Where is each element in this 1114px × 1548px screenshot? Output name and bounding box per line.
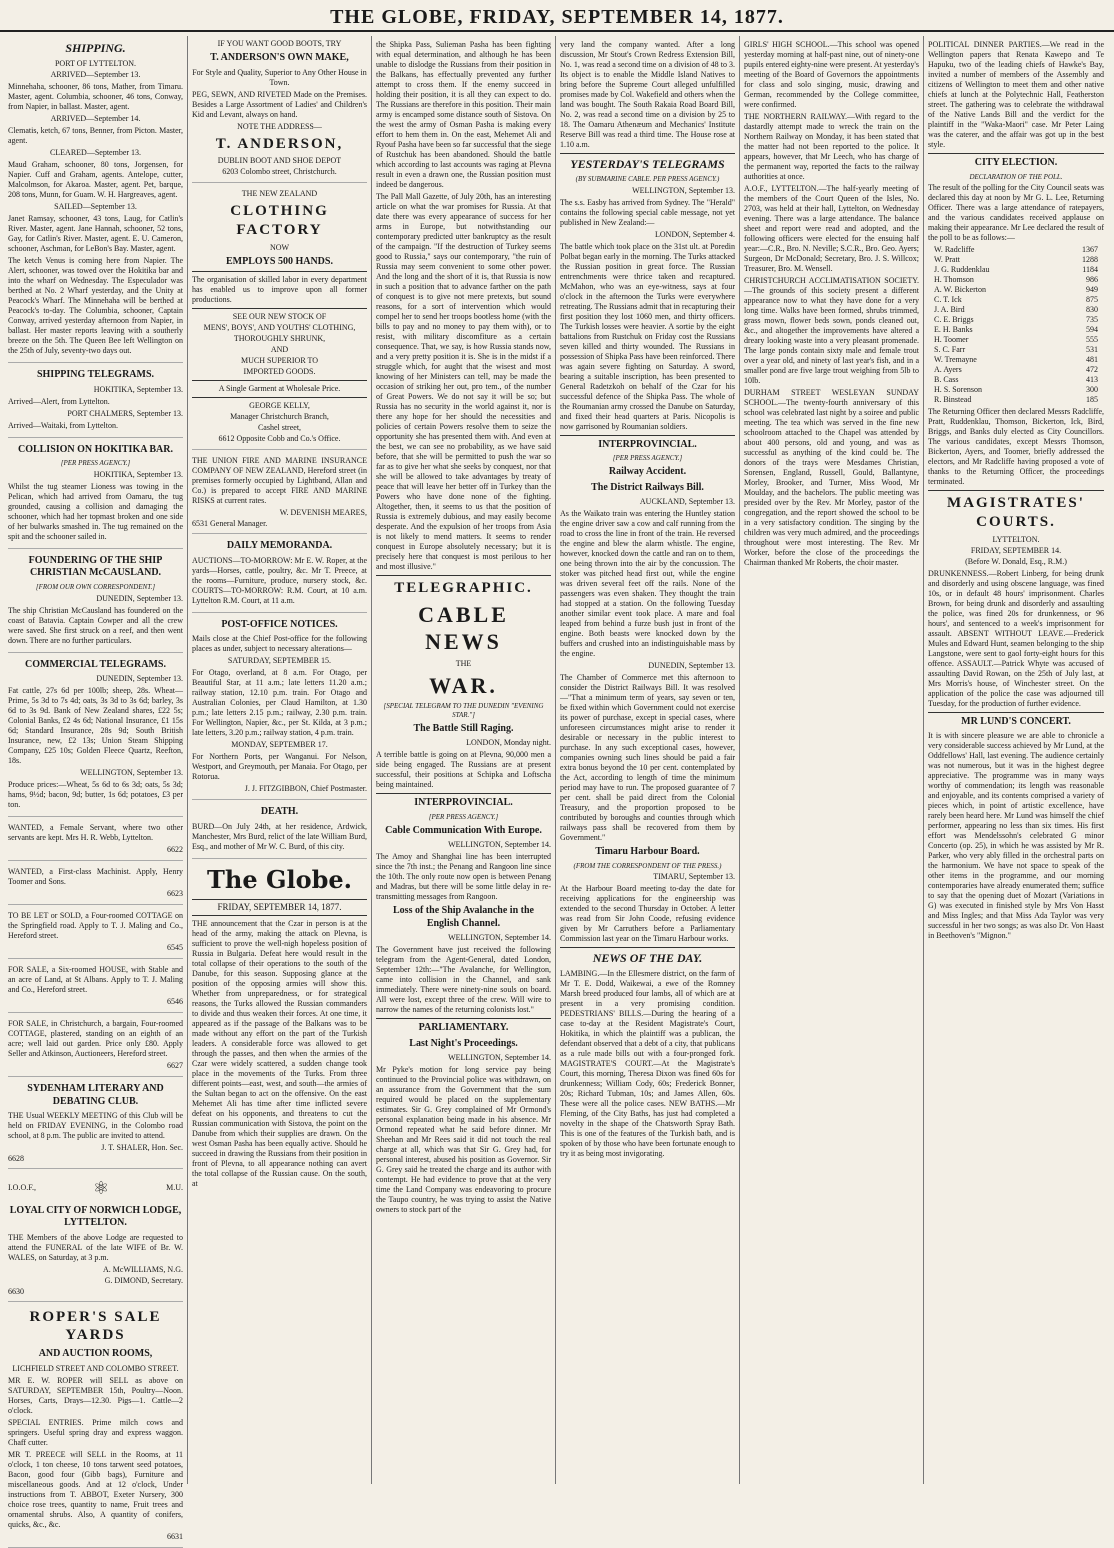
news-text: GIRLS' HIGH SCHOOL.—This school was opened yesterday morning at half-past nine, out of ninety-one pupils entered eighty-nine were present. At yesterday's meeting of the Board of Governors the appointments for class and solo singing, music, drawing and German, recommended by the College committee, were confirmed.: [744, 40, 919, 109]
boots-address: DUBLIN BOOT AND SHOE DEPOT: [217, 156, 342, 166]
poll-row: [928, 295, 1104, 305]
arrivals-text: Minnehaha, schooner, 86 tons, Mather, from Timaru. Master, agent. Columbia, schooner, 46 tons, Conway, from Napier, in ballast. Master, agent.: [8, 82, 183, 111]
court-before: (Before W. Donald, Esq., R.M.): [965, 556, 1067, 566]
divider: [192, 271, 367, 272]
daily-memoranda: [192, 540, 367, 613]
ad-number: 6546: [167, 997, 183, 1006]
lodge-signature: G. DIMOND, Secretary.: [104, 1275, 183, 1285]
port-heading: PORT OF LYTTELTON.: [54, 59, 137, 68]
candidate-votes: 300: [1086, 385, 1098, 395]
ad-number: 6628: [8, 1154, 24, 1163]
candidate-name: E. H. Banks: [934, 325, 973, 335]
candidate-name: A. Ayers: [934, 365, 962, 375]
poll-row: [928, 375, 1104, 385]
parliamentary-heading: PARLIAMENTARY.: [418, 1022, 509, 1033]
collision-text: Whilst the tug steamer Lioness was towing in the Pelican, which had arrived from Oamaru, the tug grounded, causing a collision and damaging the schooner, which had her topmast broken and one side of her bulwarks smashed in. The tug remained on the spit and the schooner sailed in.: [8, 481, 183, 541]
divider: [192, 397, 367, 398]
divider: [560, 153, 735, 154]
ioof-header: [8, 1175, 183, 1202]
news-text: THE NORTHERN RAILWAY.—With regard to the dastardly attempt made to wreck the train on the Northern Railway on Monday, it has been stated that the matter had not been reported to the police. It appears, however, that Mr Leech, who has charge of the permanent way, reported the facts to the railway authorities at once.: [744, 112, 919, 181]
ropers-subheading: AND AUCTION ROOMS,: [38, 1348, 153, 1359]
ad-text: WANTED, a Female Servant, where two other servants are kept. Mrs H. R. Webb, Lyttelton.: [8, 823, 183, 842]
dateline: HOKITIKA, September 13.: [93, 384, 183, 394]
boots-name: T. ANDERSON'S OWN MAKE,: [210, 52, 349, 63]
dateline: WELLINGTON, September 14.: [448, 1053, 551, 1062]
dateline: WELLINGTON, September 14.: [448, 933, 551, 942]
divider: [192, 308, 367, 309]
candidate-name: C. E. Briggs: [934, 315, 974, 325]
ropers-address: LICHFIELD STREET AND COLOMBO STREET.: [12, 1363, 179, 1373]
sydenham-text: THE Usual WEEKLY MEETING of this Club will be held on FRIDAY EVENING, in the Colombo road school, at 8 p.m. The public are invited to attend.: [8, 1111, 183, 1140]
candidate-votes: 875: [1086, 295, 1098, 305]
mu-label: M.U.: [166, 1183, 183, 1193]
timaru-harbour-heading: Timaru Harbour Board.: [595, 846, 700, 857]
arrived-label: ARRIVED—September 14.: [50, 114, 141, 123]
clothing-signature: Manager Christchurch Branch,: [230, 412, 329, 422]
dateline: HOKITIKA, September 13.: [93, 469, 183, 479]
poll-row: [928, 365, 1104, 375]
collision-section: [8, 444, 183, 549]
boots-address: 6203 Colombo street, Christchurch.: [222, 167, 337, 177]
anderson-boots-ad: [192, 39, 367, 183]
timaru-source: (FROM THE CORRESPONDENT OF THE PRESS.): [573, 861, 722, 870]
sydenham-heading: SYDENHAM LITERARY AND DEBATING CLUB.: [27, 1083, 164, 1107]
candidate-name: W. Tremayne: [934, 355, 977, 365]
post-office-text: For Northern Ports, per Wanganui. For Nelson, Westport, and Greymouth, per Manaia. For Otago, per Rotorua.: [192, 752, 367, 782]
news-text: POLITICAL DINNER PARTIES.—We read in the Wellington papers that Renata Kawepo and Te Hapuku, two of the leading chiefs of Hawke's Bay, invited a number of members of the Assembly and citizens of Wellington to meet them and other native chiefs at lunch at the Polytechnic Hall, Featherston street. The gathering was to celebrate the withdrawal of the Native Lands Bill and the verdict for the plaintiff in the "Waka-Maori" case. Mr Peter Laing was the caterer, and the affair was got up in the best style.: [928, 40, 1104, 149]
lodge-heading: LOYAL CITY OF NORWICH LODGE, LYTTELTON.: [9, 1204, 182, 1228]
post-office-text: Mails close at the Chief Post-office for the following places as under, subject to necessary alterations—: [192, 634, 367, 654]
classified-ad: [8, 867, 183, 905]
ad-text: WANTED, a First-class Machinist. Apply, Henry Toomer and Sons.: [8, 867, 183, 886]
boots-big-name: T. ANDERSON,: [215, 135, 344, 152]
dateline: TIMARU, September 13.: [653, 872, 735, 882]
special-telegram-source: [SPECIAL TELEGRAM TO THE DUNEDIN "EVENING STAR."]: [383, 702, 544, 719]
boots-note: NOTE THE ADDRESS—: [237, 121, 322, 131]
clothing-factory-ad: [192, 189, 367, 450]
boots-heading: IF YOU WANT GOOD BOOTS, TRY: [217, 39, 342, 48]
poll-row: [928, 285, 1104, 295]
news-text: CHRISTCHURCH ACCLIMATISATION SOCIETY.—The grounds of this society present a different appearance now to what they have done for a very long time. Walks have been formed, shrubs trimmed, grass mown, flower beds sown, ponds cleaned out, &c., and altogether the improvements have altered a dreary looking waste into a very pleasant promenade. The large ponds contain sixty male and female trout over a year old, and ninety of last year's fish, and in a smaller pond are five large trout weighing from 5lb to 10lb.: [744, 276, 919, 385]
ad-text: TO BE LET or SOLD, a Four-roomed COTTAGE on the Springfield road. Apply to T. J. Maling and Co., Hereford street.: [8, 911, 183, 940]
candidate-votes: 413: [1086, 375, 1098, 385]
cleared-label: CLEARED—September 13.: [49, 148, 142, 157]
lodge-signature: A. McWILLIAMS, N.G.: [103, 1264, 183, 1274]
dateline: PORT CHALMERS, September 13.: [67, 408, 183, 418]
foundering-section: [8, 555, 183, 653]
court-place: LYTTELTON.: [992, 534, 1040, 544]
telegram-text: Arrived—Waitaki, from Lyttelton.: [8, 420, 118, 430]
city-election-heading: CITY ELECTION.: [974, 157, 1058, 168]
post-office-date: SATURDAY, SEPTEMBER 15.: [227, 656, 332, 666]
ioof-notice: [8, 1175, 183, 1302]
candidate-name: H. S. Sorenson: [934, 385, 983, 395]
battle-text: A terrible battle is going on at Plevna, 90,000 men a side being engaged. The Russians are at present successful, their positions at Schipka and Loftscha being maintained.: [376, 750, 551, 790]
telegram-text: The battle which took place on the 31st ult. at Poredin Polbat began early in the morning. The Turks attacked the Russian position in great force. The Russian entrenchments were thrice taken and recaptured. McMahon, who was an eye-witness, says at four o'clock in the afternoon the Turks were everywhere retreating. The Russians admit that in recapturing their first position they lost 1060 men, and thirty officers. The Turkish losses were heavier. A sortie by the eight battalions from Rustchuk on Friday cost the Russians seven killed and thirty wounded. The Russians in possession of Shipka Pass have been reinforced. There was again severe fighting on Saturday. A sword, bearing a suitable inscription, has been presented to General Radetzkoh on behalf of the Czar for his successful defence of the Shipka Pass. The whole of the Roumanian army crossed the Danube on Saturday, and fixed their head quarters at Paris. Nicopolis is now garrisoned by Roumanian soldiers.: [560, 241, 735, 431]
clothing-line: AND: [270, 345, 289, 355]
ad-text: FOR SALE, in Christchurch, a bargain, Four-roomed COTTAGE, plastered, standing on an eighth of an acre; well laid out garden. Price only £80. Apply Seller and Atkinson, Auctioneers, Hereford street.: [8, 1019, 183, 1058]
poll-row: [928, 345, 1104, 355]
collision-source: [PER PRESS AGENCY.]: [60, 459, 131, 467]
classified-ad: [8, 911, 183, 959]
ropers-sale-yards-ad: [8, 1308, 183, 1548]
divider: [560, 947, 735, 948]
collision-heading: COLLISION ON HOKITIKA BAR.: [17, 443, 174, 455]
poll-results: [928, 245, 1104, 405]
ropers-text: SPECIAL ENTRIES. Prime milch cows and springers. Useful spring dray and express waggon. Chaff cutter.: [8, 1417, 183, 1447]
foundering-source: [FROM OUR OWN CORRESPONDENT.]: [35, 582, 156, 591]
post-office-signature: J. J. FITZGIBBON, Chief Postmaster.: [244, 784, 367, 794]
dateline: WELLINGTON, September 13.: [632, 185, 735, 195]
concert-heading: MR LUND'S CONCERT.: [961, 715, 1071, 727]
globe-logo: The Globe.: [207, 864, 352, 894]
arrivals-text: Clematis, ketch, 67 tons, Benner, from Picton. Master, agent.: [8, 126, 183, 145]
candidate-votes: 986: [1086, 275, 1098, 285]
ropers-heading: ROPER'S SALE YARDS: [29, 1308, 162, 1344]
column-3: [372, 36, 556, 1484]
dateline: LONDON, Monday night.: [466, 738, 551, 748]
clothing-line: THOROUGHLY SHRUNK,: [233, 334, 326, 344]
candidate-name: H. Thomson: [934, 275, 974, 285]
concert-text: It is with sincere pleasure we are able to chronicle a very considerable success achieved by Mr Lund, at the Oddfellows' Hall, last evening. The audience certainly was not numerous, but it was in the highest degree appreciative. The programme was in many ways worthy of commendation; its length was reasonable and enjoyable, and its contents comprised a variety of pieces which, in point of artistic excellence, have rarely been heard here. Mr Lund was himself the chief performer, appearing no less than six times. His first effort was Mendelssohn's celebrated G minor Concerto (op. 25), in which he was assisted by Mr R. Parker, who very ably filled in the orchestral parts on the harmonium. We have not space to speak of the other items in the programme, and our morning contemporaries have already enumerated them; suffice to say that the opening duet of Mozart (Variations in G) was executed in finished style by Mrs Von Hasst and Miss Ingles; and that Miss Ada Taylor was very successful in her two songs; as was also Dr. Von Haast in Beethoven's "Mignon.": [928, 731, 1104, 941]
candidate-name: W. Radcliffe: [934, 245, 975, 255]
leader-date: FRIDAY, SEPTEMBER 14, 1877.: [192, 899, 367, 916]
railway-text: As the Waikato train was entering the Huntley station the engine driver saw a cow and calf running from the road to cross the line in front of the train. He reversed the engine and blew the alarm whistle. The engine, however, knocked down the cattle and ran on to them, one being thrown into the air by the concussion. The stoker was pitched head first out, while the engine was driven several feet off the rails. None of the passengers was even shaken. They thought the train had stopped at a station. On the following Tuesday another similar event took place. A mare and foal leaped from behind a furze bush just in front of the engine. Both beasts were knocked down by the buffers and crushed into an indistinguishable mass by the engine.: [560, 509, 735, 658]
death-text: BURD—On July 24th, at her residence, Ardwick, Manchester, Mrs Burd, relict of the late William Burd, Esq., and mother of Mr W. C. Burd, of this city.: [192, 821, 367, 851]
candidate-votes: 555: [1086, 335, 1098, 345]
candidate-name: J. G. Ruddenklau: [934, 265, 990, 275]
column-4: [556, 36, 740, 1484]
divider: [928, 712, 1104, 713]
candidate-votes: 1184: [1082, 265, 1098, 275]
divider: [560, 435, 735, 436]
union-text: THE UNION FIRE AND MARINE INSURANCE COMPANY OF NEW ZEALAND, Hereford street (in premises formerly occupied by Lightband, Allan and Co.) is prepared to accept FIRE AND MARINE RISKS at current rates.: [192, 456, 367, 506]
press-agency-source: [PER PRESS AGENCY.]: [612, 454, 683, 463]
foundering-heading: FOUNDERING OF THE SHIP CHRISTIAN McCAUSLAND.: [28, 554, 163, 579]
battle-heading: The Battle Still Raging.: [413, 722, 514, 734]
classified-ad: [8, 823, 183, 861]
dateline: DUNEDIN, September 13.: [96, 593, 183, 603]
union-number: 6531 General Manager.: [192, 519, 268, 529]
court-text: DRUNKENNESS.—Robert Linberg, for being drunk and disorderly and using obscene language, was fined 10s, or in default 48 hours' imprisonment. Charles Brown, for being drunk and disorderly and assaulting the police, was fined 20s for drunkenness, or 96 hours', and sentenced to a week's imprisonment for assault. ABSENT WITHOUT LEAVE.—Frederick Mules and Edward Hunt, seamen belonging to the ship Langstone, were sent to gaol forty-eight hours for this offence. ASSAULT.—Patrick Whyte was accused of assaulting David Rowan, on the 25th of July last, at Mrs Morris's house, of Winchester street. On the application of the police the case was adjourned till Tuesday, for the production of further evidence.: [928, 568, 1104, 708]
proceedings-heading: Last Night's Proceedings.: [409, 1037, 518, 1049]
ropers-text: MR T. PREECE will SELL in the Rooms, at 11 o'clock, 1 ton cheese, 10 tons tarwent seed potatoes, Bacon, good four (Gibb bags), Furniture and miscellaneous goods. And at 12 o'clock, Under instructions from T. ABBOT, Exeter Nursery, 300 choice rose trees, quantity to name, Fruit trees and ornamental shrubs. Also, A quantity of conifers, quicks, &c., &c.: [8, 1449, 183, 1529]
memoranda-text: AUCTIONS—TO-MORROW: Mr E. W. Roper, at the yards—Horses, cattle, poultry, &c. Mr T. Preece, at the rooms—Furniture, produce, nursery stock, &c. COURTS—TO-MORROW: R.M. Court, at 10 a.m. Lyttelton R.M. Court, at 11 a.m.: [192, 555, 367, 605]
clothing-line: EMPLOYS 500 HANDS.: [226, 255, 333, 267]
dateline: DUNEDIN, September 13.: [96, 674, 183, 683]
leader-article: [192, 865, 367, 1189]
news-text: A.O.F., LYTTELTON.—The half-yearly meeting of the members of the Court Queen of the Isles, No. 2703, was held at their hall, Lyttelton, on Wednesday evening. There was a large attendance. The balance sheet and report were read and adopted, and the following officers were elected for the ensuing half year:—C.R., Bro. N. Neville; S.C.R., Bro. Geo. Ayers; Surgeon, Dr McDonald; Secretary, Bro. J. S. Willcox; Treasurer, Bro. M. Wensell.: [744, 184, 919, 273]
candidate-votes: 1367: [1082, 245, 1098, 255]
cable-news-heading: CABLE NEWS: [418, 601, 509, 655]
poll-row: [928, 255, 1104, 265]
parliamentary-text: Mr Pyke's motion for long service pay being continued to the Provincial police was withdrawn, on an assurance from the Government that the sum required would be placed on the supplementary estimates. Sir G. Grey complained of Mr Ormond's personal explanation being made in his absence. Mr Ormond repeated what he said before dinner. Mr Sheehan and Mr Rees said it did not touch the real charge at all, which was that Sir G. Grey had, for personal interest, abused his position as Governor. Sir G. Grey said he treated the charge and its author with contempt. He had evidence to prove that at the very time the Land Company was endeavoring to procure the Taupo country, he was trying to assist the Native owners to stock part of the: [376, 1065, 551, 1214]
candidate-votes: 1288: [1082, 255, 1098, 265]
yesterdays-telegrams-heading: YESTERDAY'S TELEGRAMS: [570, 157, 725, 171]
boots-text: For Style and Quality, Superior to Any Other House in Town.: [192, 67, 367, 87]
sydenham-club-notice: [8, 1083, 183, 1169]
poll-row: [928, 245, 1104, 255]
divider: [376, 575, 551, 576]
poll-row: [928, 395, 1104, 405]
dateline: DUNEDIN, September 13.: [648, 661, 735, 670]
candidate-name: C. T. Ick: [934, 295, 962, 305]
ad-number: 6622: [167, 845, 183, 854]
column-1: [4, 36, 188, 1541]
poll-row: [928, 275, 1104, 285]
memoranda-heading: DAILY MEMORANDA.: [226, 540, 333, 552]
sailed-label: SAILED—September 13.: [54, 202, 137, 211]
war-heading: WAR.: [429, 672, 498, 698]
candidate-votes: 531: [1086, 345, 1098, 355]
newspaper-columns: [4, 36, 1110, 1541]
candidate-name: W. Pratt: [934, 255, 960, 265]
dateline: AUCKLAND, September 13.: [639, 497, 735, 506]
dateline: WELLINGTON, September 13.: [80, 768, 183, 777]
candidate-votes: 594: [1086, 325, 1098, 335]
cable-source: (BY SUBMARINE CABLE. PER PRESS AGENCY.): [575, 175, 720, 183]
leader-text: THE announcement that the Czar in person is at the head of the army, making the attack on Plevna, is sufficient to prove the well-nigh hopeless position of Russia in Bulgaria. Defeat here would result in the total collapse of their operations to the south of the Danube, for this season. Supposing glance at the position of the opposing armies will show this. Whether from unpreparedness, or for strategical reasons, the Turks allowed the Russian commanders to divide and thus weaken their forces. At one time, it appeared as if the passage of the Balkans was to be made without any effort on the part of the Turkish leaders. A considerable force was allowed to get through the passes, and then when the armies of the Czar were widely scattered, a sudden change took place in the movements of the Turks. From three different points—east, west, and south—the armies of the Sultan began to act on the offensive. On the east Mehemet Ali has time after time inflicted severe defeat on his opponents, and threatens to cut the Russian communication with Sistova, the point on the Danube from which their supplies are drawn. On the west Osman Pasha has been equally active. Should he succeed in drawing the Russians from their position in front of Plevna, to all appearance nothing can avert the total collapse of the Russian cause. On the south, at: [192, 919, 367, 1188]
clothing-heading: CLOTHING FACTORY: [230, 203, 329, 238]
cable-communication-heading: Cable Communication With Europe.: [385, 824, 542, 836]
news-text: LAMBING.—In the Ellesmere district, on the farm of Mr T. E. Dodd, Waikewai, a ewe of the Romney Marsh breed produced four lambs, all of which are at present in a very promising condition. PEDESTRIANS' BILLS.—During the hearing of a case to-day at the Resident Magistrate's Court, Hokitika, in which the plaintiff was a publican, the defendant observed that a debt of a city, that publicans as a rule made bills out with a four-pronged fork. MAGISTRATE'S COURT.—At the Magistrate's Court, this morning, Theresa Dixon was fined 60s for drunkenness; William Cody, 60s; Frederick Bonner, 20s; Richard Tubman, 10s; and James Allen, 60s. These were all the police cases. NEW BATHS.—Mr Fleming, of the City Baths, has just had completed a novelty in the shape of the Chatsworth Spray Bath. This is one of the features of the Turkish bath, and is spoken of by those who have been fortunate enough to try it as being most invigorating.: [560, 969, 735, 1159]
cable-communication-text: The Amoy and Shanghai line has been interrupted since the 7th inst.; the Penang and Rangoon line since the 10th. The only route now open is between Penang and Madras, but there will be some little delay in re-transmitting messages from Rangoon.: [376, 852, 551, 901]
lodge-text: THE Members of the above Lodge are requested to attend the FUNERAL of the late WIFE of Br. W. WALES, on Saturday, at 3 p.m.: [8, 1232, 183, 1262]
poll-row: [928, 315, 1104, 325]
commercial-heading: COMMERCIAL TELEGRAMS.: [25, 658, 166, 670]
clothing-line: THE NEW ZEALAND: [241, 189, 318, 199]
boots-text: PEG, SEWN, AND RIVETED Made on the Premises. Besides a Large Assortment of Ladies' and Children's Kid and Levant, always on hand.: [192, 89, 367, 119]
avalanche-heading: Loss of the Ship Avalanche in the English Channel.: [393, 905, 534, 929]
divider: [928, 490, 1104, 491]
post-office-heading: POST-OFFICE NOTICES.: [221, 618, 338, 630]
commercial-text: Produce prices:—Wheat, 5s 6d to 6s 3d; oats, 5s 3d; hams, 9½d; bacon, 9d; butter, 1s 6d; potatoes, £3 per ton.: [8, 780, 183, 809]
the-word: THE: [455, 658, 472, 668]
leader-text: the Shipka Pass, Sulieman Pasha has been fighting with equal determination, and although he has been unable to dislodge the Russians from their position in the Balkans, has effectually prevented any further attempt to cross them. If the enemy succeed in holding their position, it is all they can expect to do. The Russians are therefore in this position. Their main army is encamped some distance south of Sistova. On the west the army of Osman Pasha is making every effort to hem them in. On the east, Mehemet Ali and Ryouf Pasha have been so far successful that the siege of Rustchuk has been abandoned. Should the battle which according to last accounts was raging at Plevna result in even a drawn one, the Russian position must indeed be dangerous.: [376, 40, 551, 189]
poll-row: [928, 385, 1104, 395]
union-insurance-ad: [192, 456, 367, 534]
clothing-line: NOW: [269, 242, 290, 252]
post-office-date: MONDAY, SEPTEMBER 17.: [231, 740, 328, 750]
classified-ad: [8, 965, 183, 1013]
classified-ad: [8, 1019, 183, 1077]
commercial-text: Fat cattle, 27s 6d per 100lb; sheep, 28s. Wheat—Prime, 5s 3d to 7s 4d; oats, 3s 3d to 3s 6d; barley, 3s 6d to 3s 9d. Bank of New Zealand shares, £22 5s; Colonial Banks, £2 4s 6d; National Insurance, £1 15s 6d; Standard Insurance, 28s 9d; South British Insurance, new, £2 13s; Union Steam Shipping Company, £25 10s; Golden Fleece Quartz, Reefton, 18s.: [8, 686, 183, 765]
foundering-text: The ship Christian McCausland has foundered on the coast of Batavia. Captain Cowper and all the crew were saved. She first struck on a reef, and then went down. There are no further particulars.: [8, 605, 183, 645]
shipping-section: [8, 41, 183, 363]
interprovincial-heading: INTERPROVINCIAL.: [414, 797, 513, 809]
election-text: The Returning Officer then declared Messrs Radcliffe, Pratt, Ruddenklau, Thomson, Bickerton, Ick, Bird, Briggs, and Banks duly elected as City Councillors. The various candidates, except Messrs Thomson, Bickerton, Ayers, and Toomer, briefly addressed the electors, and Mr Radcliffe having proposed a vote of thanks to the Returning Officer, the proceedings terminated.: [928, 407, 1104, 487]
ad-text: FOR SALE, a Six-roomed HOUSE, with Stable and an acre of Land, at St Albans. Apply to T. J. Maling and Co., Hereford street.: [8, 965, 183, 994]
candidate-votes: 735: [1086, 315, 1098, 325]
ad-number: 6630: [8, 1286, 24, 1296]
sydenham-signature: J. T. SHALER, Hon. Sec.: [101, 1143, 183, 1152]
election-text: The result of the polling for the City Council seats was declared this day at noon by Mr G. L. Lee, Returning Officer. There was a large attendance of ratepayers, and the various candidates received applause on making their appearance. Mr Lee declared the result of the poll to be as follows:—: [928, 183, 1104, 243]
candidate-name: R. Binstead: [934, 395, 972, 405]
railway-accident-heading: Railway Accident.: [608, 466, 687, 477]
dateline: LONDON, September 4.: [655, 229, 735, 239]
news-of-the-day-heading: NEWS OF THE DAY.: [592, 951, 703, 966]
candidate-votes: 481: [1086, 355, 1098, 365]
candidate-name: H. Toomer: [934, 335, 969, 345]
magistrates-courts-heading: MAGISTRATES' COURTS.: [947, 495, 1085, 530]
court-date: FRIDAY, SEPTEMBER 14.: [970, 545, 1062, 555]
candidate-name: S. C. Farr: [934, 345, 966, 355]
shipping-heading: SHIPPING.: [65, 41, 126, 55]
death-notice: [192, 806, 367, 859]
ad-number: 6545: [167, 943, 183, 952]
column-6: [924, 36, 1108, 1484]
clothing-line: MUCH SUPERIOR TO: [240, 356, 319, 366]
ad-number: 6623: [167, 889, 183, 898]
candidate-votes: 949: [1086, 285, 1098, 295]
telegram-text: Arrived—Alert, from Lyttelton.: [8, 396, 110, 406]
railway-text: The Chamber of Commerce met this afternoon to consider the District Railways Bill. It was resolved—"That a minimum term of years, say seven or ten, be fixed within which Government could not exercise its power of purchase, except in special cases, where unforeseen circumstances might arise to render it desirable or necessary in the public interest to purchase. In any such exceptional cases, however, companies owning such lines should be paid a fair extra bonus beyond the 10 per cent. contemplated by the Act, according to length of time the minimum period may have to run. The proposed guarantee of 7 per cent. shall be paid direct from the Colonial Treasury, and the proportion proposed to be contributed by boroughs and counties through which railways pass shall be recovered from them by Government.": [560, 673, 735, 842]
clothing-text: The organisation of skilled labor in every department has enabled us to improve upon all former productions.: [192, 275, 367, 305]
clothing-line: SEE OUR NEW STOCK OF: [232, 312, 327, 322]
sailings-text: Janet Ramsay, schooner, 43 tons, Laug, for Catlin's River. Master, agent. Jane Hannah, schooner, 52 tons, Gay, for Catlin's River. Master, agent. E. U. Cameron, schooner, Aschman, for LeBon's Bay. Master, agent.: [8, 214, 183, 253]
candidate-name: B. Cass: [934, 375, 959, 385]
poll-row: [928, 265, 1104, 275]
avalanche-text: The Government have just received the following telegram from the Agent-General, dated London, September 12th:—"The Avalanche, for Wellington, came into collision in the Channel, and sank immediately. There were ninety-nine souls on board. All were lost, except three of the crew. Will wire to narrow the names of the returning colonists lost.": [376, 945, 551, 1014]
column-5: [740, 36, 924, 1484]
poll-row: [928, 335, 1104, 345]
candidate-votes: 472: [1086, 365, 1098, 375]
interprovincial-heading: INTERPROVINCIAL.: [598, 438, 697, 450]
clothing-line: MENS', BOYS', AND YOUTHS' CLOTHING,: [203, 323, 356, 333]
post-office-notices: [192, 619, 367, 801]
telegram-text: The s.s. Easby has arrived from Sydney. The "Herald" contains the following special cable message, not yet published in New Zealand:—: [560, 197, 735, 227]
candidate-name: J. A. Bird: [934, 305, 965, 315]
press-agency-source: [PER PRESS AGENCY.]: [428, 812, 499, 821]
timaru-text: At the Harbour Board meeting to-day the date for receiving applications for the engineership was extended to the second Thursday in October. A letter was read from Sir John Coode, refusing evidence given by Mr Carruthers before a Parliamentary Commission last year on the Timaru Harbour works.: [560, 884, 735, 944]
clearances-text: Maud Graham, schooner, 80 tons, Jorgensen, for Napier. Cuff and Graham, agents. Antelope, cutter, Malcolmson, for Akaroa. Master, agent. Pet, barque, 208 tons, Munn, for Guam. W. H. Hargreaves, agent.: [8, 160, 183, 199]
telegraphic-heading: TELEGRAPHIC.: [394, 580, 533, 596]
clothing-signature: Cashel street,: [257, 423, 302, 433]
clothing-line: A Single Garment at Wholesale Price.: [218, 384, 341, 394]
ropers-text: MR E. W. ROPER will SELL as above on SATURDAY, SEPTEMBER 15th, Poultry—Noon. Horses, Carts, Drays—12.30. Pigs—1. Cattle—2 o'clock.: [8, 1375, 183, 1415]
ioof-label: I.O.O.F.,: [8, 1183, 37, 1193]
shipping-telegrams-heading: SHIPPING TELEGRAMS.: [36, 369, 155, 380]
divider: [376, 1018, 551, 1019]
column-2: [188, 36, 372, 1484]
masthead: THE GLOBE, FRIDAY, SEPTEMBER 14, 1877.: [0, 0, 1114, 32]
death-heading: DEATH.: [260, 806, 299, 818]
clothing-signature: GEORGE KELLY,: [249, 401, 310, 411]
poll-row: [928, 355, 1104, 365]
candidate-name: A. W. Bickerton: [934, 285, 986, 295]
declaration-heading: DECLARATION OF THE POLL.: [969, 172, 1063, 181]
poll-row: [928, 305, 1104, 315]
district-railways-heading: The District Railways Bill.: [591, 481, 704, 493]
post-office-text: For Otago, overland, at 8 a.m. For Otago, per Beautiful Star, at 11 a.m.; late letters 11.20 a.m.; railway station, 12.10 p.m. train. For Otago and Australian Colonies, per Claud Hamilton, at 1.30 p.m.; late letters 2.15 p.m.; railway, 2.30 p.m. train. For Wellington, Napier, &c., per St. Kilda, at 3 p.m.; late letters, 3.20 p.m.; railway station, 4 p.m. train.: [192, 668, 367, 738]
candidate-votes: 185: [1086, 395, 1098, 405]
parliamentary-text: very land the company wanted. After a long discussion, Mr Stout's Crown Redress Extension Bill, No. 1, was read a second time on a division of 48 to 3. Its object is to enable the Middle Island Natives to bring before the Supreme Court alleged unfulfilled promises made by Col. Wakefield and others when the land was bought. The South Rakaia Road Board Bill, No. 2, was read a second time on a division by 25 to 18. The Oamaru Athenæum and Mechanics' Institute Reserve Bill was read a third time. The House rose at 1.10 a.m.: [560, 40, 735, 149]
clothing-signature: 6612 Opposite Cobb and Co.'s Office.: [218, 434, 341, 444]
commercial-section: [8, 659, 183, 818]
dateline: WELLINGTON, September 14.: [448, 840, 551, 849]
poll-row: [928, 325, 1104, 335]
divider: [192, 380, 367, 381]
ad-number: 6627: [167, 1061, 183, 1070]
arrived-label: ARRIVED—September 13.: [50, 70, 141, 79]
news-text: DURHAM STREET WESLEYAN SUNDAY SCHOOL.—The twenty-fourth anniversary of this school was celebrated last night by a soiree and public meeting. The tea which was served in the fine new schoolroom attached to the Chapel was attended by about 400 persons, old and young, and was as successful as anything of the kind could be. The donors of the trays were Mesdames Christian, Sorensen, England, Russell, Gould, Ballantyne, Morley, Brooker, and Turner, Miss Wood, Mr Moulday, and the bachelors. The public meeting was presided over by the Rev. Mr Morley, pastor of the congregation, and the report showed the school to be in a very satisfactory condition. The singing by the children was very much admired, and the proceedings throughout were most interesting. The Rev. Mr Worker, before the close of the proceedings the Chairman thanked Mr Roberts, the choir master.: [744, 388, 919, 567]
leader-text: The Pall Mall Gazette, of July 20th, has an interesting article on what the war promises for Russia. At that date there was every appearance of success for her arms in Europe, but notwithstanding our contemporary predicted utter bankruptcy as the result of the campaign. "If the destruction of Turkey seems good to Russia," says our contemporary, "the ruin of Russia may seem convenient to some other power. And the long and the short of it is, that Russia is now in such a position that to advance farther on the path of conquest is to give not mere pretexts, but sound reasons, for a sort of intervention which would compel her to send her troops bootless home (with the bills to pay and no money to pay them with), or to resist, with military discomfiture as a certain consequence. That, we say, is how Russia stands now, and a very pretty position it is. She is in the midst if a struggle which, for aught that the wisest and most knowing of her Ministers can tell, may be made the occasion of striking her out, pro tem., of the number of Great Powers. We do not say it will be so; but Russia has no security in the world against it, nor is there any hope for her should the necessities and policies of certain Powers resolve them to seize the opportunity she has presented them with. And even at the best, we can see no probability, as we have said before, that she will be permitted to push the war so far as to give her what she seeks by conquest, nor that she will be allowed to take advantages by treaty of peace that will leave her better off in Turkey than the Powers who have done none of the fighting. Altogether, then, it seems to us that the position of Russia is extremely dubious, and may easily become desperate. And the expulsion of her troops from Asia is not likely to mend matters. It seems to render conquest in Europe absolutely necessary; but it is precisely here that conquest is most perilous to her and most illusive.": [376, 192, 551, 571]
ad-number: 6631: [167, 1531, 183, 1541]
clothing-line: IMPORTED GOODS.: [243, 367, 316, 377]
divider: [928, 153, 1104, 154]
shipping-telegrams-section: [8, 369, 183, 438]
candidate-votes: 830: [1086, 305, 1098, 315]
clasped-hands-emblem-icon: ⚛: [93, 1178, 110, 1198]
union-signature: W. DEVENISH MEARES,: [279, 508, 367, 518]
divider: [376, 793, 551, 794]
shipping-news: The ketch Venus is coming here from Napier. The Alert, schooner, was towed over the Hokitika bar and into the wharf on Wednesday. The Especulador was berthed at No. 2 Wharf yesterday, and the Unity at Peacock's Wharf. The Minnehaha will be berthed at Peacock's to-day. The Columbia, schooner, Captain Conway, arrived yesterday afternoon from Napier, in ballast. Her master reports leaving with a southerly breeze on the 5th. The Queen Bee left Wellington on the 25th of July, seventy-two days out.: [8, 256, 183, 355]
